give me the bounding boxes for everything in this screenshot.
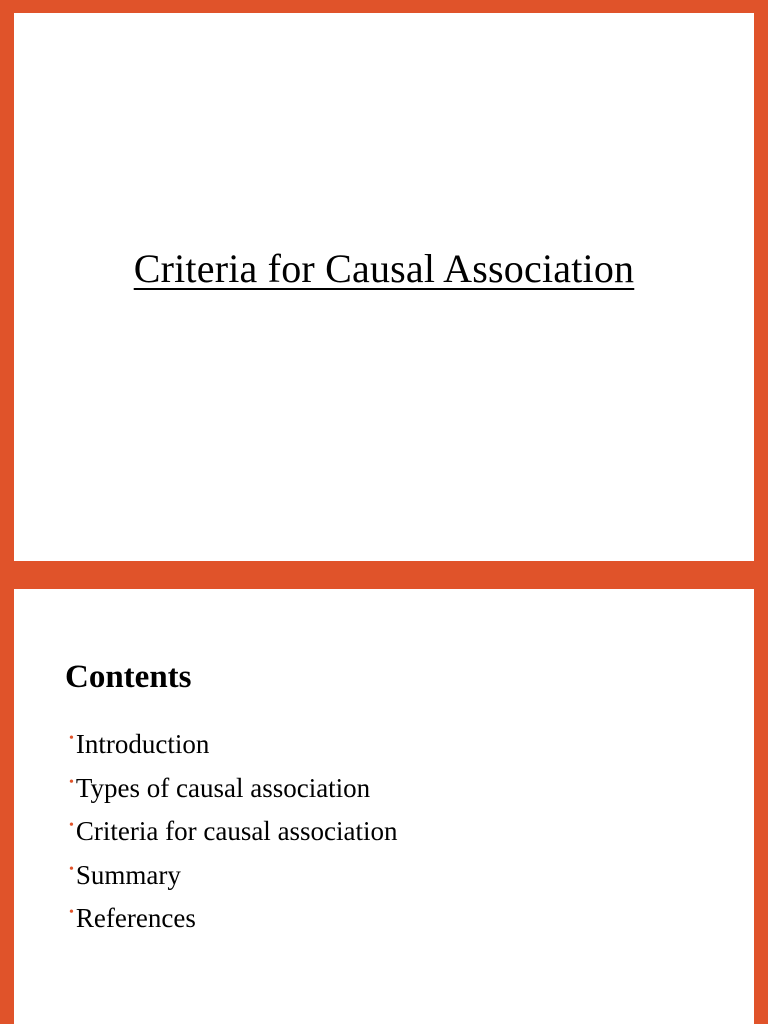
bullet-icon: • [69,905,74,920]
list-item-label: Types of causal association [75,772,371,803]
list-item [69,729,398,773]
contents-slide [14,589,754,1024]
list-item-label: Introduction [75,729,210,759]
list-item-label: Criteria for causal association [75,816,398,846]
list-item-label: Summary [75,859,181,890]
bullet-icon: • [69,861,74,877]
list-item [69,773,398,817]
title-slide [14,13,754,561]
bullet-icon: • [69,774,74,790]
list-item [69,816,398,860]
contents-heading: Contents [65,659,192,695]
list-item [69,860,398,904]
contents-list [69,729,398,947]
slide-title: Criteria for Causal Association [133,246,635,291]
bullet-icon: • [69,818,74,833]
bullet-icon: • [69,731,74,746]
list-item [69,903,398,947]
list-item-label: References [75,903,196,933]
